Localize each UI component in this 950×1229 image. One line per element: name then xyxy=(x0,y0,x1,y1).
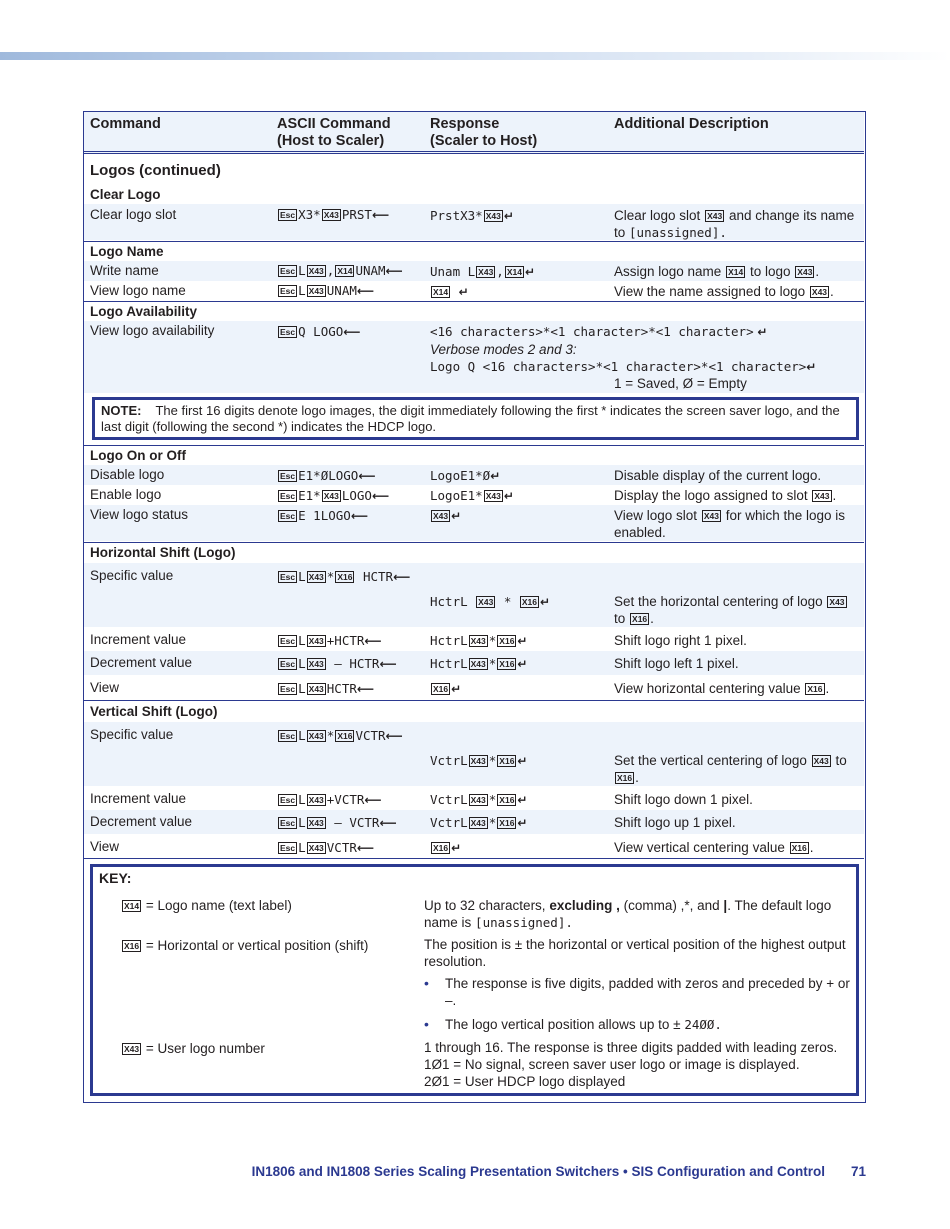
command-label: Specific value xyxy=(90,568,174,583)
page-number: 71 xyxy=(850,1164,866,1179)
command-label: Enable logo xyxy=(90,487,162,502)
key-x16-bullet-1: The response is five digits, padded with zeros and preceded by + or –. xyxy=(445,976,850,1008)
response: LogoE1* X43 ↵ xyxy=(430,488,514,503)
response: X16 ↵ xyxy=(433,682,462,696)
row-divider xyxy=(84,700,864,701)
key-x43-label: X43 = User logo number xyxy=(124,1041,265,1056)
table-row xyxy=(84,505,864,541)
description: View horizontal centering value X16 . xyxy=(614,681,830,696)
ascii-command: Esc E1*ØLOGO⟵ xyxy=(280,468,376,483)
description: View logo slot X43 for which the logo is enabled. xyxy=(614,508,846,540)
note-box xyxy=(92,397,859,440)
row-divider xyxy=(84,858,864,859)
section-logo-availability: Logo Availability xyxy=(90,304,198,319)
footer-title: IN1806 and IN1808 Series Scaling Presentation Switchers • SIS Configuration and Control xyxy=(251,1164,825,1179)
top-gradient-bar xyxy=(0,52,950,60)
table-row xyxy=(84,563,864,627)
table-row xyxy=(84,675,864,699)
table-row xyxy=(84,810,864,834)
response: LogoE1*Ø↵ xyxy=(430,468,501,483)
section-title-logos: Logos (continued) xyxy=(90,162,221,179)
table-row xyxy=(84,261,864,281)
description: Set the vertical centering of logo X43 to X16 . xyxy=(614,753,847,785)
table-header xyxy=(84,112,864,154)
command-label: Increment value xyxy=(90,791,187,806)
response: HctrL X43 * X16 ↵ xyxy=(430,656,528,671)
ascii-command: Esc L X43 HCTR⟵ xyxy=(280,681,375,696)
table-row xyxy=(84,834,864,858)
response: <16 characters>*<1 character>*<1 character> ↵ Verbose modes 2 and 3: Logo Q <16 characters>*<1 character>*<1 character>↵ xyxy=(430,324,817,374)
section-logo-on-off: Logo On or Off xyxy=(90,448,186,463)
description: Set the horizontal centering of logo X43 to X16 . xyxy=(614,594,845,626)
command-label: View logo status xyxy=(90,507,189,522)
command-label: Clear logo slot xyxy=(90,207,177,222)
section-clear-logo: Clear Logo xyxy=(90,187,161,202)
response: Unam L X43 , X14 ↵ xyxy=(430,264,536,279)
table-row xyxy=(84,628,864,651)
ascii-command: Esc L X43 * X16 HCTR⟵ xyxy=(280,569,411,584)
response: X43 ↵ xyxy=(433,509,462,523)
table-row xyxy=(84,321,864,393)
response: VctrL X43 * X16 ↵ xyxy=(430,753,528,768)
ascii-command: Esc L X43 , X14 UNAM⟵ xyxy=(280,263,403,278)
key-x16-desc: The position is ± the horizontal or vertical position of the highest output resolution. xyxy=(424,937,846,969)
command-label: View logo availability xyxy=(90,323,215,338)
command-table xyxy=(83,111,866,1103)
table-row xyxy=(84,485,864,505)
key-x14-label: X14 = Logo name (text label) xyxy=(124,898,292,913)
response: VctrL X43 * X16 ↵ xyxy=(430,815,528,830)
ascii-command: Esc L X43 +VCTR⟵ xyxy=(280,792,382,807)
description: Clear logo slot X43 and change its name to [unassigned]. xyxy=(614,208,855,240)
description: Shift logo down 1 pixel. xyxy=(614,792,753,807)
command-label: Increment value xyxy=(90,632,187,647)
description: Assign logo name X14 to logo X43 . xyxy=(614,264,820,279)
table-row xyxy=(84,787,864,810)
ascii-command: Esc E 1LOGO⟵ xyxy=(280,508,369,523)
description: Disable display of the current logo. xyxy=(614,468,822,483)
page-footer xyxy=(252,1163,866,1180)
ascii-command: Esc L X43 * X16 VCTR⟵ xyxy=(280,728,403,743)
section-logo-name: Logo Name xyxy=(90,244,164,259)
ascii-command: Esc L X43 – VCTR⟵ xyxy=(280,815,397,830)
table-row xyxy=(84,281,864,301)
bullet-icon: • xyxy=(424,975,429,991)
response: HctrL X43 * X16 ↵ xyxy=(430,594,551,609)
header-description: Additional Description xyxy=(614,116,769,132)
response: HctrL X43 * X16 ↵ xyxy=(430,633,528,648)
note-label: NOTE: xyxy=(101,403,142,418)
ascii-command: Esc L X43 +HCTR⟵ xyxy=(280,633,382,648)
table-row xyxy=(84,651,864,675)
row-divider xyxy=(84,241,864,242)
command-label: View xyxy=(90,680,120,695)
section-vertical-shift: Vertical Shift (Logo) xyxy=(90,704,218,719)
command-label: Specific value xyxy=(90,727,174,742)
description: Shift logo left 1 pixel. xyxy=(614,656,739,671)
ascii-command: Esc X3* X43 PRST⟵ xyxy=(280,207,390,222)
description: Shift logo up 1 pixel. xyxy=(614,815,736,830)
row-divider xyxy=(84,301,864,302)
table-row xyxy=(84,204,864,240)
description: Shift logo right 1 pixel. xyxy=(614,633,747,648)
description: View vertical centering value X16 . xyxy=(614,840,814,855)
description: 1 = Saved, Ø = Empty xyxy=(614,376,747,391)
command-label: View xyxy=(90,839,120,854)
table-row xyxy=(84,722,864,786)
ascii-command: Esc E1* X43 LOGO⟵ xyxy=(280,488,390,503)
key-x16-bullet-2: The logo vertical position allows up to ± 24ØØ. xyxy=(445,1017,722,1032)
description: Display the logo assigned to slot X43 . xyxy=(614,488,837,503)
ascii-command: Esc Q LOGO⟵ xyxy=(280,324,361,339)
key-box xyxy=(90,864,859,1096)
table-row xyxy=(84,465,864,485)
command-label: Disable logo xyxy=(90,467,165,482)
note-text: The first 16 digits denote logo images, the digit immediately following the first * indicates the screen saver logo, and the last digit (following the second *) indicates the HDCP logo. xyxy=(101,403,840,434)
key-x14-desc: Up to 32 characters, excluding , (comma) ,*, and |. The default logo name is [unassigned]. xyxy=(424,898,832,930)
command-label: Decrement value xyxy=(90,814,193,829)
key-title: KEY: xyxy=(99,870,132,886)
header-response: Response (Scaler to Host) xyxy=(430,116,538,149)
command-label: Decrement value xyxy=(90,655,193,670)
command-label: Write name xyxy=(90,263,159,278)
bullet-icon: • xyxy=(424,1016,429,1032)
ascii-command: Esc L X43 UNAM⟵ xyxy=(280,283,375,298)
key-x43-desc: 1 through 16. The response is three digits padded with leading zeros. 1Ø1 = No signal, screen saver user logo or image is displayed. 2Ø1 = User HDCP logo displayed xyxy=(424,1040,838,1089)
ascii-command: Esc L X43 – HCTR⟵ xyxy=(280,656,397,671)
description: View the name assigned to logo X43 . xyxy=(614,284,834,299)
response: X16 ↵ xyxy=(433,841,462,855)
row-divider xyxy=(84,542,864,543)
header-ascii: ASCII Command (Host to Scaler) xyxy=(277,116,391,149)
response: VctrL X43 * X16 ↵ xyxy=(430,792,528,807)
command-label: View logo name xyxy=(90,283,186,298)
header-command: Command xyxy=(90,116,161,132)
response: X14 ↵ xyxy=(433,285,469,299)
row-divider xyxy=(84,445,864,446)
response: PrstX3* X43 ↵ xyxy=(430,208,514,223)
key-x16-label: X16 = Horizontal or vertical position (shift) xyxy=(124,938,369,953)
ascii-command: Esc L X43 VCTR⟵ xyxy=(280,840,375,855)
section-horizontal-shift: Horizontal Shift (Logo) xyxy=(90,545,236,560)
